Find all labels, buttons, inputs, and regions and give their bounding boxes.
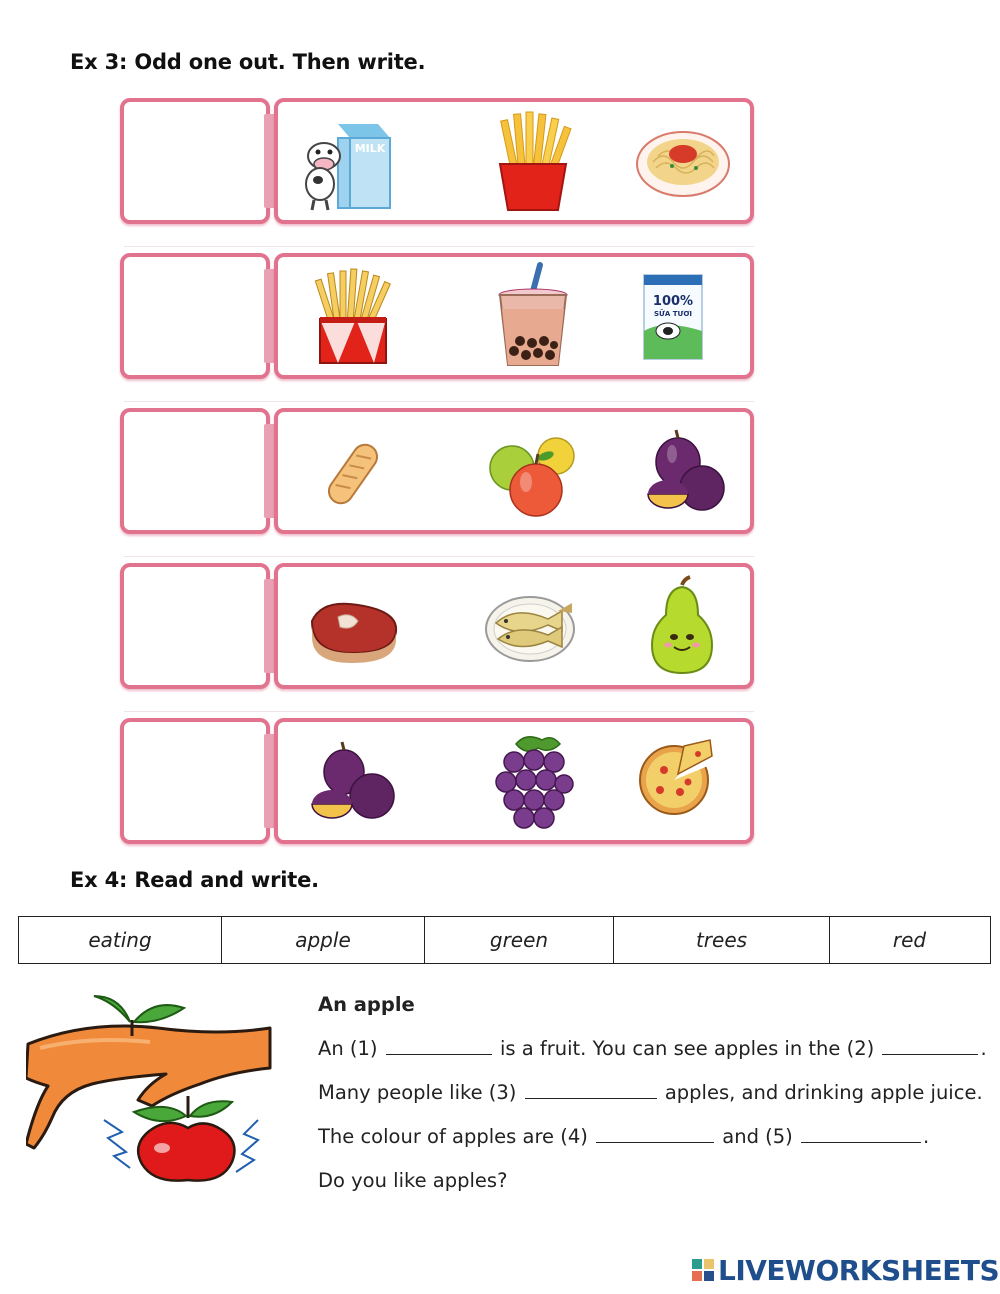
odd-one-out-row-3 bbox=[120, 408, 754, 532]
bread-icon[interactable] bbox=[298, 416, 408, 526]
apple-branch-illustration bbox=[26, 992, 276, 1198]
word-bank-item: eating bbox=[19, 917, 222, 963]
passage-text: The colour of apples are (4) bbox=[318, 1125, 588, 1148]
answer-box[interactable] bbox=[120, 563, 270, 689]
pizza-icon[interactable] bbox=[628, 726, 738, 836]
passage-text: . bbox=[980, 1037, 987, 1060]
grapes-icon[interactable] bbox=[478, 726, 588, 836]
blank-3-input[interactable] bbox=[525, 1084, 657, 1103]
word-bank-item: red bbox=[892, 928, 927, 952]
blank-4-input[interactable] bbox=[596, 1128, 714, 1147]
answer-box[interactable] bbox=[120, 408, 270, 534]
row-divider bbox=[124, 401, 754, 402]
steak-icon[interactable] bbox=[298, 571, 408, 681]
apples-icon[interactable] bbox=[478, 416, 588, 526]
reading-passage bbox=[318, 990, 988, 1210]
blank-4[interactable] bbox=[596, 1122, 714, 1143]
passage-line-4: Do you like apples? bbox=[318, 1169, 508, 1192]
word-bank-item: apple bbox=[222, 917, 425, 963]
french-fries-icon[interactable] bbox=[478, 106, 588, 216]
blank-2-input[interactable] bbox=[882, 1040, 978, 1059]
answer-input-1[interactable] bbox=[132, 110, 262, 214]
row-divider bbox=[124, 246, 754, 247]
pictures-panel bbox=[274, 98, 754, 224]
word-bank-item: green bbox=[425, 917, 614, 963]
row-divider bbox=[124, 556, 754, 557]
passage-text: is a fruit. You can see apples in the (2) bbox=[499, 1037, 875, 1060]
passage-line-2 bbox=[318, 1078, 988, 1122]
passage-title: An apple bbox=[318, 993, 415, 1016]
svg-text:MILK: MILK bbox=[354, 142, 386, 155]
answer-box[interactable] bbox=[120, 253, 270, 379]
answer-box[interactable] bbox=[120, 98, 270, 224]
pear-icon[interactable] bbox=[628, 571, 738, 681]
odd-one-out-row-1 bbox=[120, 98, 754, 222]
milk-carton-icon[interactable] bbox=[298, 106, 408, 216]
odd-one-out-row-2 bbox=[120, 253, 754, 377]
answer-input-5[interactable] bbox=[132, 730, 262, 834]
pictures-panel bbox=[274, 253, 754, 379]
blank-3[interactable] bbox=[525, 1078, 657, 1099]
odd-one-out-row-4 bbox=[120, 563, 754, 687]
answer-box[interactable] bbox=[120, 718, 270, 844]
answer-input-3[interactable] bbox=[132, 420, 262, 524]
blank-5-input[interactable] bbox=[801, 1128, 921, 1147]
word-bank bbox=[18, 916, 991, 964]
french-fries-icon[interactable] bbox=[298, 261, 408, 371]
blank-1[interactable] bbox=[386, 1034, 492, 1055]
milk-box-subtext: SỮA TƯƠI bbox=[653, 310, 693, 318]
passage-line-3 bbox=[318, 1122, 988, 1166]
passage-text: apples, and drinking apple juice. bbox=[664, 1081, 983, 1104]
bubble-tea-icon[interactable] bbox=[478, 261, 588, 371]
blank-1-input[interactable] bbox=[386, 1040, 492, 1059]
ex3-heading: Ex 3: Odd one out. Then write. bbox=[70, 50, 426, 74]
passage-text: and (5) bbox=[722, 1125, 793, 1148]
pictures-panel bbox=[274, 563, 754, 689]
plums-icon[interactable] bbox=[628, 416, 738, 526]
odd-one-out-row-5 bbox=[120, 718, 754, 842]
liveworksheets-logo-icon bbox=[692, 1259, 714, 1281]
word-bank-item: trees bbox=[614, 917, 830, 963]
spaghetti-icon[interactable] bbox=[628, 106, 738, 216]
ex4-heading: Ex 4: Read and write. bbox=[70, 868, 319, 892]
liveworksheets-logo bbox=[692, 1252, 999, 1288]
logo-text: LIVEWORKSHEETS bbox=[718, 1253, 1000, 1287]
row-divider bbox=[124, 711, 754, 712]
fish-plate-icon[interactable] bbox=[478, 571, 588, 681]
plums-icon[interactable] bbox=[298, 726, 408, 836]
pictures-panel bbox=[274, 718, 754, 844]
passage-line-1 bbox=[318, 1034, 988, 1078]
answer-input-2[interactable] bbox=[132, 265, 262, 369]
passage-text: . bbox=[923, 1125, 930, 1148]
blank-2[interactable] bbox=[882, 1034, 978, 1055]
milk-box-text: 100% bbox=[652, 294, 694, 309]
blank-5[interactable] bbox=[801, 1122, 921, 1143]
pictures-panel bbox=[274, 408, 754, 534]
answer-input-4[interactable] bbox=[132, 575, 262, 679]
passage-text: Many people like (3) bbox=[318, 1081, 517, 1104]
passage-text: An (1) bbox=[318, 1037, 378, 1060]
milk-box-icon[interactable] bbox=[628, 261, 738, 371]
